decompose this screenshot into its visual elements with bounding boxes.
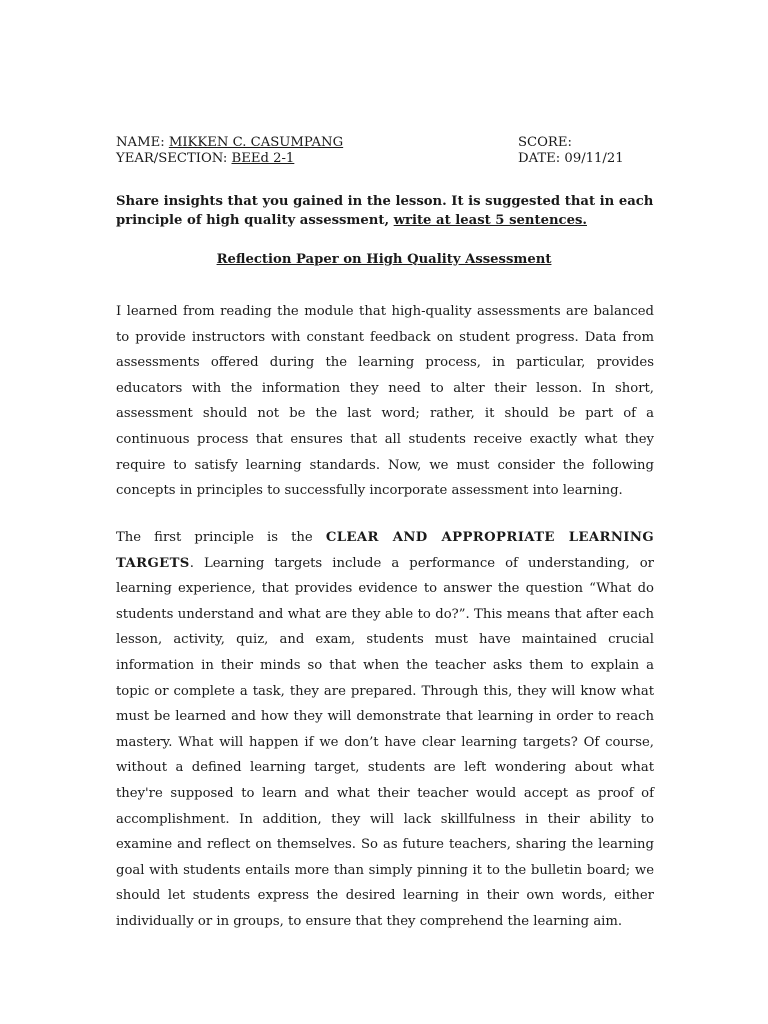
header-row-name (116, 135, 676, 151)
name-label: NAME: (116, 135, 169, 150)
principle-heading: CLEAR AND APPROPRIATE LEARNING TARGETS (116, 530, 654, 571)
score-label: SCORE: (518, 135, 572, 150)
header-row-section (116, 151, 676, 167)
instructions-underlined: write at least 5 sentences. (393, 213, 587, 228)
section-label: YEAR/SECTION: (116, 151, 232, 166)
student-name: MIKKEN C. CASUMPANG (168, 135, 344, 150)
paragraph-intro: I learned from reading the module that high-quality assessments are balanced to provide instructors with constant feedback on student progress. Data from assessments offered during the learning process, in particular, provides educators with the information they need to alter their lesson. In short, assessment should not be the last word; rather, it should be part of a continuous process that ensures that all students receive exactly what they require to satisfy learning standards. Now, we must consider the following concepts in principles to successfully incorporate assessment into learning. (116, 304, 654, 499)
instructions (116, 192, 656, 230)
date-label: DATE: 09/11/21 (518, 151, 624, 166)
section-value: BEEd 2-1 (231, 151, 295, 166)
paper-title-text: Reflection Paper on High Quality Assessment (216, 252, 552, 267)
paper-title (0, 252, 768, 268)
paragraph-first-principle (116, 525, 654, 935)
paragraph-2-intro: The first principle is the (116, 530, 326, 545)
instructions-text: Share insights that you gained in the lesson. It is suggested that in each principle of high quality assessment, (116, 194, 654, 228)
paragraph-2-body: . Learning targets include a performance of understanding, or learning experience, that provides evidence to answer the question “What do students understand and what are they able to do?”. This means that after each lesson, activity, quiz, and exam, students must have maintained crucial information in their minds so that when the teacher asks them to explain a topic or complete a task, they are prepared. Through this, they will know what must be learned and how they will demonstrate that learning in order to reach mastery. What will happen if we don’t have clear learning targets? Of course, without a defined learning target, students are left wondering about what they're supposed to learn and what their teacher would accept as proof of accomplishment. In addition, they will lack skillfulness in their ability to examine and reflect on themselves. So as future teachers, sharing the learning goal with students entails more than simply pinning it to the bulletin board; we should let students express the desired learning in their own words, either individually or in groups, to ensure that they comprehend the learning aim. (116, 555, 654, 929)
